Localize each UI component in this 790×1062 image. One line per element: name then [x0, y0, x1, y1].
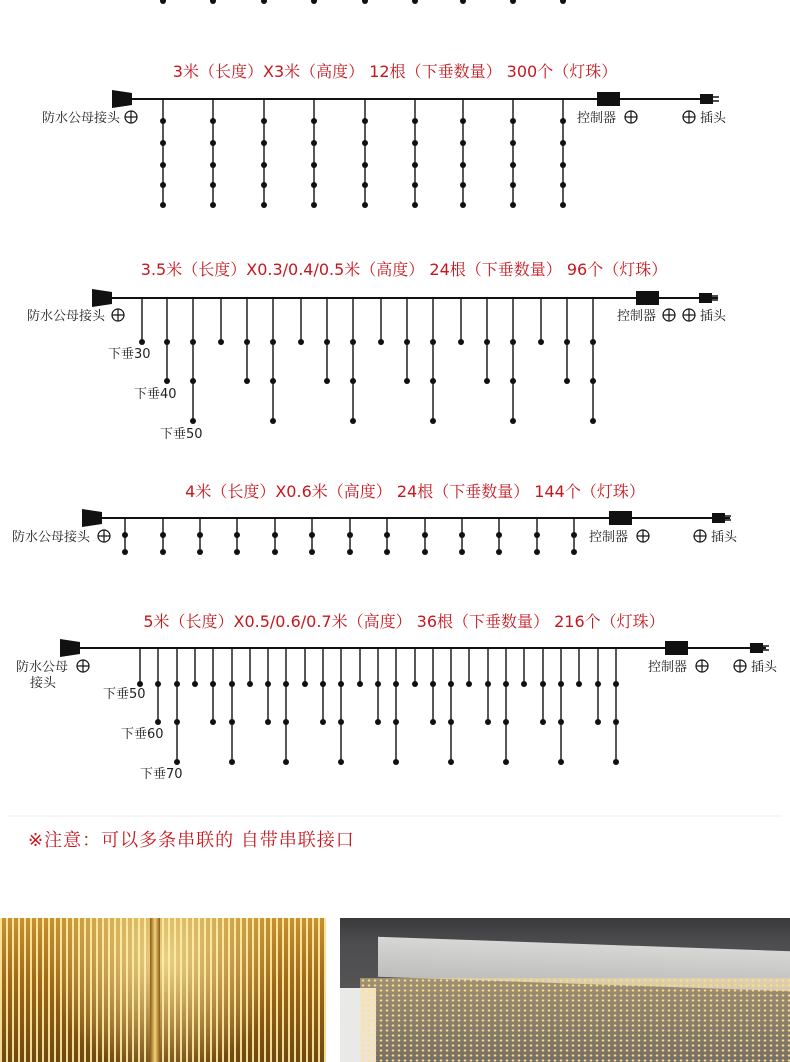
drop-strand [571, 518, 577, 555]
drop-strand [302, 648, 308, 687]
bead [393, 719, 399, 725]
bead [362, 0, 368, 4]
bead [357, 681, 363, 687]
bead [229, 681, 235, 687]
bead [210, 182, 216, 188]
plus-circle-icon [683, 111, 695, 123]
drop-strand [244, 298, 250, 384]
bead [261, 162, 267, 168]
diagram-title: 3米（长度）X3米（高度） 12根（下垂数量） 300个（灯珠） [172, 62, 618, 81]
bead [521, 681, 527, 687]
controller-box-icon [636, 291, 659, 305]
plus-circle-icon [625, 111, 637, 123]
bead [448, 681, 454, 687]
bead [362, 118, 368, 124]
drop-strand [324, 298, 330, 384]
bead [309, 549, 315, 555]
waterproof-connector-icon [92, 289, 112, 307]
controller-label: 控制器 [589, 530, 629, 545]
bead [466, 681, 472, 687]
drop-strand [538, 298, 544, 345]
drop-strand [510, 298, 516, 424]
bead [155, 719, 161, 725]
drop-strand [510, 99, 516, 208]
bead [393, 759, 399, 765]
drop-strand [422, 518, 428, 555]
bead [320, 681, 326, 687]
bead [160, 0, 166, 4]
controller-label: 控制器 [577, 111, 617, 126]
drop-strand [375, 648, 381, 725]
diagram-title: 3.5米（长度）X0.3/0.4/0.5米（高度） 24根（下垂数量） 96个（灯珠） [140, 260, 668, 279]
controller-box-icon [665, 641, 688, 655]
drop-strand [448, 648, 454, 765]
drop-strand [521, 648, 527, 687]
bead [448, 759, 454, 765]
drop-strand [218, 298, 224, 345]
bead [459, 532, 465, 538]
drop-strand [560, 99, 566, 208]
controller-label: 控制器 [617, 309, 657, 324]
bead [311, 118, 317, 124]
bead [595, 681, 601, 687]
bead [460, 140, 466, 146]
bead [190, 339, 196, 345]
drop-strand [466, 648, 472, 687]
drop-strand [496, 518, 502, 555]
bead [298, 339, 304, 345]
drop-strand [309, 518, 315, 555]
bead [558, 681, 564, 687]
plus-circle-icon [112, 309, 124, 321]
drop-strand [430, 648, 436, 725]
bead [197, 532, 203, 538]
diagram-5m [16, 612, 778, 782]
waterproof-connector-icon [112, 90, 132, 108]
drop-level-label: 下垂50 [103, 687, 146, 702]
drop-strand [590, 298, 596, 424]
plus-circle-icon [77, 660, 89, 672]
bead [350, 378, 356, 384]
drop-strand [378, 298, 384, 345]
plug-label: 插头 [700, 111, 727, 126]
drop-strand [412, 99, 418, 208]
connector-label: 防水公母接头 [12, 530, 91, 545]
bead [412, 182, 418, 188]
bead [311, 202, 317, 208]
bead [412, 681, 418, 687]
bead [272, 549, 278, 555]
bead [484, 378, 490, 384]
bead [534, 549, 540, 555]
bead [484, 339, 490, 345]
drop-strand [564, 298, 570, 384]
bead [362, 162, 368, 168]
drop-strand [320, 648, 326, 725]
bead [210, 719, 216, 725]
drop-strand [261, 99, 267, 208]
bead [218, 339, 224, 345]
bead [510, 162, 516, 168]
drop-strand [412, 648, 418, 687]
connector-label: 防水公母 [16, 660, 69, 675]
diagram-3m-x-3m [42, 62, 727, 208]
connector-label: 防水公母接头 [42, 111, 121, 126]
bead [458, 339, 464, 345]
plus-circle-icon [663, 309, 675, 321]
bead [430, 378, 436, 384]
bead [190, 378, 196, 384]
bead [261, 0, 267, 4]
drop-strand [576, 648, 582, 687]
bead [338, 719, 344, 725]
bead [412, 140, 418, 146]
controller-label: 控制器 [648, 660, 688, 675]
controller-box-icon [609, 511, 632, 525]
drop-strand [210, 99, 216, 208]
bead [270, 378, 276, 384]
bead [485, 681, 491, 687]
bead [510, 339, 516, 345]
plus-circle-icon [696, 660, 708, 672]
drop-strand [247, 648, 253, 687]
bead [558, 759, 564, 765]
bead [283, 719, 289, 725]
bead [576, 681, 582, 687]
bead [302, 681, 308, 687]
bead [590, 418, 596, 424]
bead [347, 549, 353, 555]
bead [210, 0, 216, 4]
drop-strand [283, 648, 289, 765]
drop-strand [139, 298, 145, 345]
diagram-title: 4米（长度）X0.6米（高度） 24根（下垂数量） 144个（灯珠） [185, 482, 645, 501]
bead [430, 681, 436, 687]
plus-circle-icon [125, 111, 137, 123]
drop-strand [357, 648, 363, 687]
bead [164, 339, 170, 345]
drop-strand [155, 648, 161, 725]
bead [460, 182, 466, 188]
drop-strand [534, 518, 540, 555]
bead [283, 759, 289, 765]
bead [155, 681, 161, 687]
bead [510, 202, 516, 208]
plug-label: 插头 [700, 309, 727, 324]
plus-circle-icon [734, 660, 746, 672]
bead [534, 532, 540, 538]
bead [190, 418, 196, 424]
drop-strand [558, 648, 564, 765]
bead [560, 182, 566, 188]
bead [460, 0, 466, 4]
bead [564, 378, 570, 384]
drop-level-label: 下垂30 [108, 347, 151, 362]
bead [393, 681, 399, 687]
bead [192, 681, 198, 687]
bead [362, 182, 368, 188]
drop-strand [485, 648, 491, 725]
bead [510, 378, 516, 384]
connector-label: 接头 [30, 676, 57, 691]
bead [247, 681, 253, 687]
drop-strand [160, 518, 166, 555]
connector-label: 防水公母接头 [27, 309, 106, 324]
bead [422, 549, 428, 555]
bead [459, 549, 465, 555]
bead [210, 162, 216, 168]
bead [571, 532, 577, 538]
bead [560, 0, 566, 4]
bead [460, 162, 466, 168]
bead [350, 339, 356, 345]
bead [311, 140, 317, 146]
bead [613, 681, 619, 687]
bead [350, 418, 356, 424]
bead [503, 719, 509, 725]
bead [422, 532, 428, 538]
bead [265, 719, 271, 725]
bead [210, 202, 216, 208]
drop-strand [298, 298, 304, 345]
bead [503, 759, 509, 765]
bead [384, 532, 390, 538]
bead [234, 549, 240, 555]
bead [324, 339, 330, 345]
bead [270, 418, 276, 424]
drop-strand [122, 518, 128, 555]
bead [430, 719, 436, 725]
plus-circle-icon [694, 530, 706, 542]
plus-circle-icon [683, 309, 695, 321]
bead [139, 339, 145, 345]
bead [174, 681, 180, 687]
bead [197, 549, 203, 555]
bead [283, 681, 289, 687]
plug-icon [750, 643, 769, 653]
bead [595, 719, 601, 725]
drop-strand [272, 518, 278, 555]
drop-level-label: 下垂40 [134, 387, 177, 402]
bead [265, 681, 271, 687]
drop-strand [137, 648, 143, 687]
bead [229, 719, 235, 725]
drop-strand [458, 298, 464, 345]
drop-strand [197, 518, 203, 555]
curtain-light-photo-left [0, 918, 326, 1062]
bead [160, 532, 166, 538]
drop-strand [362, 99, 368, 208]
drop-strand [160, 99, 166, 208]
bead [510, 182, 516, 188]
bead [160, 118, 166, 124]
bead [460, 118, 466, 124]
bead [571, 549, 577, 555]
bead [540, 681, 546, 687]
bead [590, 339, 596, 345]
bead [160, 549, 166, 555]
bead [261, 118, 267, 124]
curtain-light-photo-right [340, 918, 790, 1062]
bead [160, 140, 166, 146]
bead [378, 339, 384, 345]
bead [430, 418, 436, 424]
bead [244, 378, 250, 384]
bead [320, 719, 326, 725]
bead [412, 118, 418, 124]
bead [122, 549, 128, 555]
bead [261, 140, 267, 146]
bead [510, 0, 516, 4]
bead [613, 759, 619, 765]
bead [560, 202, 566, 208]
drop-level-label: 下垂70 [140, 767, 183, 782]
diagram-title: 5米（长度）X0.5/0.6/0.7米（高度） 36根（下垂数量） 216个（灯珠） [143, 612, 665, 631]
bead [174, 759, 180, 765]
bead [510, 140, 516, 146]
drop-strand [393, 648, 399, 765]
bead [560, 162, 566, 168]
drop-strand [459, 518, 465, 555]
bead [560, 140, 566, 146]
bead [270, 339, 276, 345]
bead [412, 0, 418, 4]
bead [460, 202, 466, 208]
controller-box-icon [597, 92, 620, 106]
drop-strand [265, 648, 271, 725]
drop-strand [164, 298, 170, 384]
drop-strand [190, 298, 196, 424]
bead [384, 549, 390, 555]
bead [338, 681, 344, 687]
bead [210, 681, 216, 687]
drop-level-label: 下垂60 [121, 727, 164, 742]
drop-strand [347, 518, 353, 555]
bead [560, 118, 566, 124]
plus-circle-icon [637, 530, 649, 542]
plus-circle-icon [98, 530, 110, 542]
bead [362, 202, 368, 208]
drop-strand [270, 298, 276, 424]
drop-level-label: 下垂50 [160, 427, 203, 442]
drop-strand [484, 298, 490, 384]
bead [338, 759, 344, 765]
bead [309, 532, 315, 538]
bead [430, 339, 436, 345]
bead [496, 549, 502, 555]
drop-strand [338, 648, 344, 765]
bead [540, 719, 546, 725]
bead [174, 719, 180, 725]
bead [503, 681, 509, 687]
drop-strand [192, 648, 198, 687]
bead [324, 378, 330, 384]
bead [210, 118, 216, 124]
bead [404, 378, 410, 384]
waterproof-connector-icon [82, 509, 102, 527]
bead [590, 378, 596, 384]
series-connection-note: ※注意：可以多条串联的 自带串联接口 [28, 830, 355, 851]
diagram-3-5m [27, 260, 727, 442]
drop-strand [234, 518, 240, 555]
bead [510, 418, 516, 424]
bead [375, 681, 381, 687]
bead [234, 532, 240, 538]
bead [244, 339, 250, 345]
bead [362, 140, 368, 146]
drop-strand [503, 648, 509, 765]
bead [558, 719, 564, 725]
drop-strand [384, 518, 390, 555]
drop-strand [174, 648, 180, 765]
bead [412, 202, 418, 208]
bead [404, 339, 410, 345]
bead [613, 719, 619, 725]
bead [160, 182, 166, 188]
bead [510, 118, 516, 124]
bead [448, 719, 454, 725]
bead [261, 202, 267, 208]
bead [311, 182, 317, 188]
bead [261, 182, 267, 188]
drop-strand [460, 99, 466, 208]
previous-section-fragment [160, 0, 566, 4]
bead [210, 140, 216, 146]
bead [375, 719, 381, 725]
drop-strand [311, 99, 317, 208]
drop-strand [595, 648, 601, 725]
drop-strand [540, 648, 546, 725]
plug-icon [700, 94, 719, 104]
bead [160, 202, 166, 208]
waterproof-connector-icon [60, 639, 80, 657]
bead [538, 339, 544, 345]
bead [122, 532, 128, 538]
bead [272, 532, 278, 538]
plug-label: 插头 [751, 660, 778, 675]
bead [412, 162, 418, 168]
bead [564, 339, 570, 345]
bead [164, 378, 170, 384]
bead [160, 162, 166, 168]
drop-strand [210, 648, 216, 725]
drop-strand [613, 648, 619, 765]
diagram-4m [12, 482, 738, 555]
drop-strand [350, 298, 356, 424]
plug-label: 插头 [711, 530, 738, 545]
bead [311, 162, 317, 168]
bead [496, 532, 502, 538]
drop-strand [404, 298, 410, 384]
bead [485, 719, 491, 725]
bead [229, 759, 235, 765]
drop-strand [229, 648, 235, 765]
bead [347, 532, 353, 538]
drop-strand [430, 298, 436, 424]
bead [311, 0, 317, 4]
